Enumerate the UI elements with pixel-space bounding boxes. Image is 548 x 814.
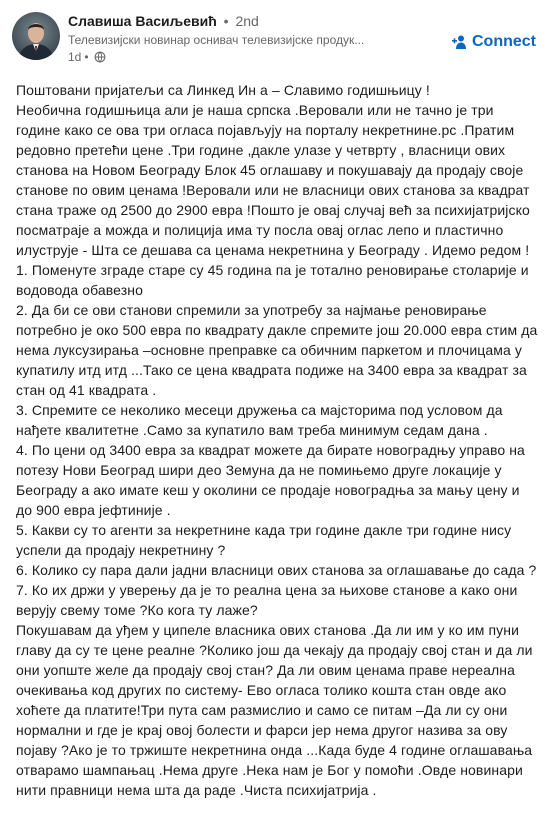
post-text-line: илуструје - Шта се дешава са ценама некретнина у Београду . Идемо редом !: [16, 242, 530, 258]
post-text-line: верују свему томе ?Ко кога ту лаже?: [16, 602, 258, 618]
post-text-line: стана траже од 2500 до 2900 евра !Пошто је овај случај већ за психијатријско: [16, 202, 530, 218]
post-text-line: водовода обавезно: [16, 282, 143, 298]
connect-label: Connect: [472, 33, 536, 50]
post-meta: [68, 49, 388, 65]
profile-photo-icon: [12, 12, 60, 60]
avatar[interactable]: [12, 12, 60, 60]
post-text-line: хоћете да платите!Три пута сам размислио и само се питам –Да ли су они: [16, 702, 508, 718]
post-text-line: очекивања код других по систему- Ево огласа толико кошта стан овде ако: [16, 682, 507, 698]
post-text-line: 4. По цени од 3400 евра за квадрат можете да бирате новоградњу управо на: [16, 442, 525, 458]
post-text-line: потребно је око 500 евра по квадрату дакле спремите још 20.000 евра стим да: [16, 322, 538, 338]
post-text-line: 5. Какви су то агенти за некретнине када три године дакле три године нису: [16, 522, 512, 538]
post-time: 1d: [68, 50, 82, 64]
post-text-line: Београду а ако имате кеш у околини се продаје новоградња за мању цену и: [16, 482, 520, 498]
add-person-icon: [452, 34, 468, 50]
post-text-line: посматраје а можда и полиција има ту посла овај оглас лепо и пластично: [16, 222, 504, 238]
post-text-line: нађете квалитетне .Само за купатило вам треба минимум седам дана .: [16, 422, 488, 438]
post-text-line: нормални и где је крај овој болести и фарси јер нема другог назива за ову: [16, 722, 508, 738]
separator-dot: •: [223, 13, 229, 29]
author-info: [68, 11, 388, 65]
post-text-line: до 900 евра јефтиније .: [16, 502, 171, 518]
post-text-line: појаву ?Ако је то тржиште некретнина онда ...Када буде 4 године оглашавања: [16, 742, 533, 758]
post-text-line: стан од 41 квадрата .: [16, 382, 157, 398]
post-text-line: успели да продају некретнину ?: [16, 542, 226, 558]
post-header: [0, 0, 548, 72]
separator-dot: •: [84, 50, 89, 64]
post-text-line: потезу Нови Београд шири део Земуна да не помињемо друге локације у: [16, 462, 502, 478]
post-text-line: редовно претећи цене .Три године ,дакле улазе у четврту , власници ових: [16, 142, 506, 158]
post-text-line: купатилу итд итд ...Тако се цена квадрата подиже на 3400 евра за квадрат за: [16, 362, 527, 378]
post-text-line: године како се ова три огласа појављују на порталу некретнине.рс .Пратим: [16, 122, 515, 138]
post-text-line: главу да су те цене реалне ?Колико још да чекају да продају свој стан и да ли: [16, 642, 533, 658]
connection-degree: 2nd: [235, 13, 259, 29]
post-text-line: станове по овим ценама !Веровали или не власници ових станова за квадрат: [16, 182, 530, 198]
post-text: [16, 80, 538, 800]
post-text-line: Необична годишњица али је наша српска .Веровали или не тачно је три: [16, 102, 494, 118]
post-text-line: 3. Спремите се неколико месеци дружења са мајсторима под условом да: [16, 402, 503, 418]
globe-icon: [94, 51, 106, 63]
post-text-line: 7. Ко их држи у уверењу да је то реална цена за њихове станове а како они: [16, 582, 518, 598]
post-text-line: Поштовани пријатељи са Линкед Ин а – Славимо годишњицу !: [16, 82, 430, 98]
connect-button[interactable]: [452, 30, 536, 54]
post-text-line: нема луксузирања –основне преправке са обичним паркетом и плочицама у: [16, 342, 522, 358]
post-text-line: станова на Новом Београду Блок 45 оглашаву и покушавају да продају своје: [16, 162, 524, 178]
author-name[interactable]: Славиша Васиљевић: [68, 13, 217, 29]
post-text-line: нити правници нема шта да раде .Чиста психијатрија .: [16, 782, 377, 798]
author-headline: Телевизијски новинар оснивач телевизијске продук...: [68, 33, 365, 47]
post-text-line: 6. Колико су пара дали јадни власници ових станова за оглашавање до сада ?: [16, 562, 537, 578]
post-text-line: Покушавам да уђем у ципеле власника ових станова .Да ли им у ко им пуни: [16, 622, 519, 638]
post-text-line: отварамо шампањац .Нема друге .Нека нам је Бог у помоћи .Овде новинари: [16, 762, 523, 778]
post-text-line: 1. Поменуте зграде старе су 45 година па је тотално реновирање столарије и: [16, 262, 529, 278]
post-text-line: они уопште желе да продају свој стан? Да ли овим ценама праве нереална: [16, 662, 516, 678]
author-name-line: [68, 11, 388, 31]
post-text-line: 2. Да би се ови станови спремили за употребу за најмање реновирање: [16, 302, 487, 318]
